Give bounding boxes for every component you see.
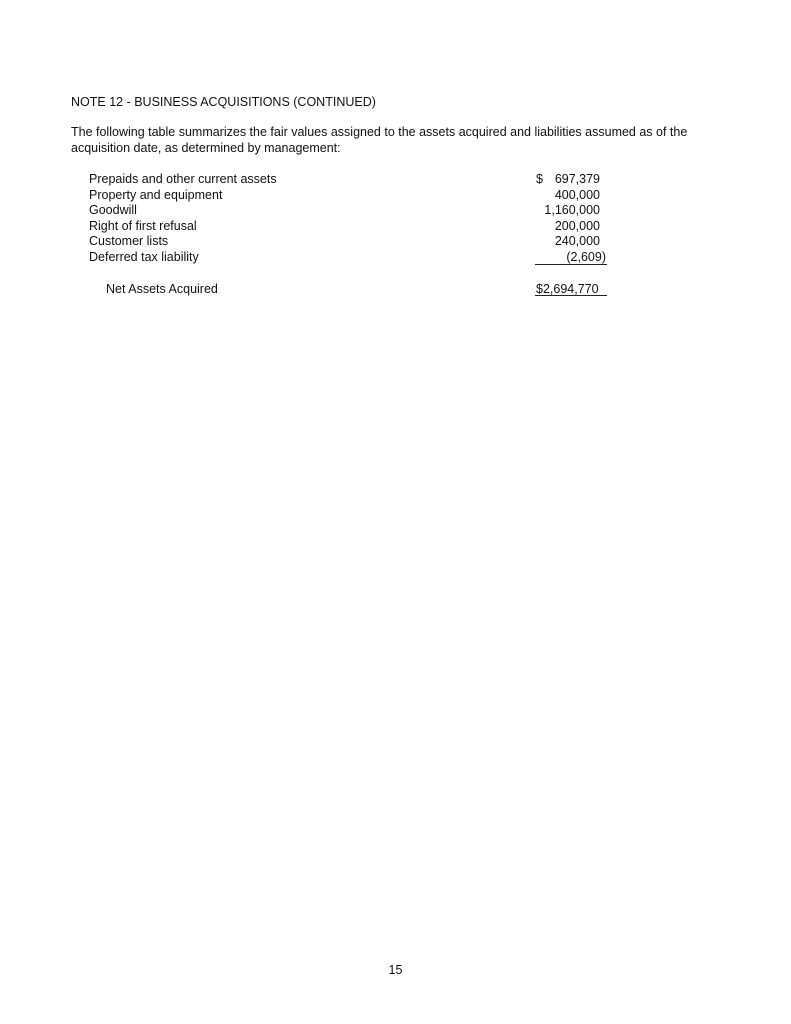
- intro-line: acquisition date, as determined by management:: [71, 140, 341, 155]
- intro-line: The following table summarizes the fair values assigned to the assets acquired and liabilities assumed as of the: [71, 125, 688, 139]
- fair-value-table: [89, 172, 619, 297]
- row-label: Goodwill: [89, 203, 137, 218]
- table-row: [89, 250, 619, 266]
- row-label: Customer lists: [89, 234, 169, 249]
- row-amount-underlined: [535, 250, 607, 265]
- table-row: [89, 188, 619, 204]
- row-amount: 1,160,000: [544, 203, 600, 218]
- table-row: [89, 172, 619, 188]
- amount-value: (2,609): [566, 249, 606, 264]
- total-amount-underlined: [535, 281, 607, 296]
- row-amount: 400,000: [554, 187, 600, 202]
- page-number: 15: [388, 963, 403, 977]
- total-label: Net Assets Acquired: [106, 281, 218, 296]
- intro-paragraph: [71, 125, 731, 156]
- table-row: [89, 203, 619, 219]
- row-label: Deferred tax liability: [89, 249, 199, 264]
- row-amount: 200,000: [554, 218, 600, 233]
- currency-symbol: $: [536, 172, 543, 186]
- row-label: Property and equipment: [89, 187, 223, 202]
- total-row: [89, 281, 619, 297]
- table-row: [89, 219, 619, 235]
- amount-value: 697,379: [554, 172, 600, 186]
- row-label: Right of first refusal: [89, 218, 197, 233]
- row-amount: 240,000: [554, 234, 600, 249]
- table-row: [89, 234, 619, 250]
- note-heading: NOTE 12 - BUSINESS ACQUISITIONS (CONTINUED): [71, 95, 376, 109]
- row-label: Prepaids and other current assets: [89, 172, 277, 186]
- total-amount: $2,694,770: [536, 281, 599, 296]
